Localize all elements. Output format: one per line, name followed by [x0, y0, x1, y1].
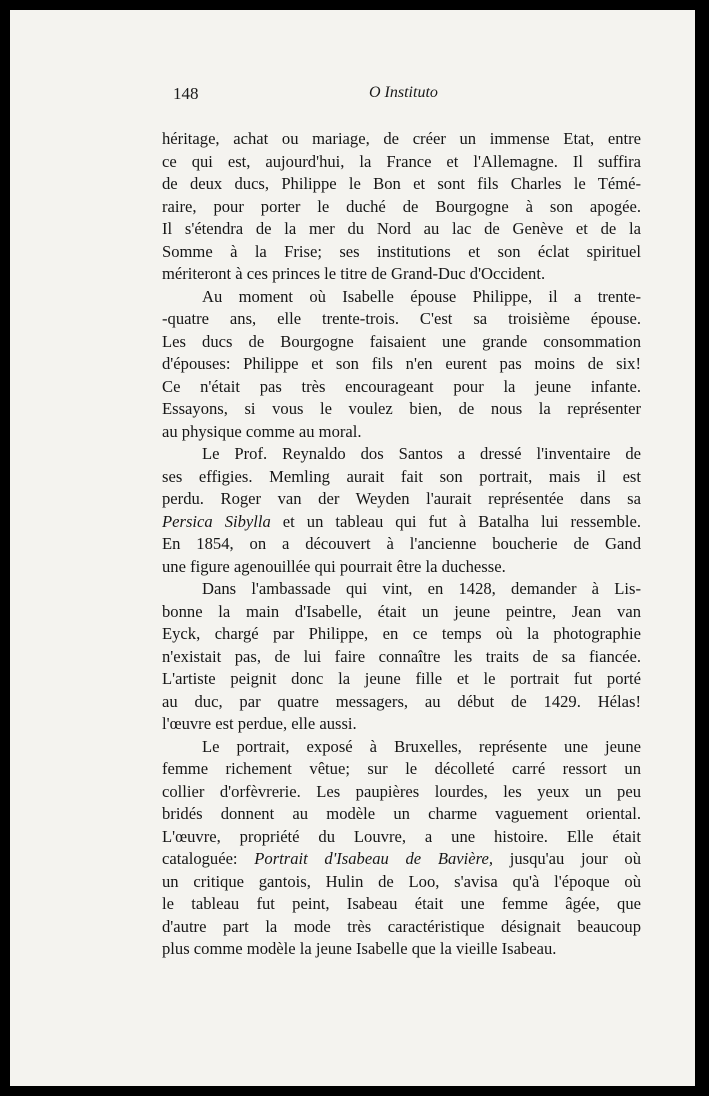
text-line: Les ducs de Bourgogne faisaient une grande consommation: [162, 331, 641, 351]
text-line-with-italic: [162, 848, 641, 871]
text-line: Le Prof. Reynaldo dos Santos a dressé l'inventaire de: [202, 444, 641, 463]
running-title: O Instituto: [369, 84, 438, 101]
text-line: Eyck, chargé par Philippe, en ce temps où la photographie: [162, 624, 641, 643]
text-line: raire, pour porter le duché de Bourgogne à son apogée.: [162, 196, 641, 216]
text-line: le tableau fut peint, Isabeau était une femme âgée, que: [162, 894, 641, 913]
text-line: -quatre ans, elle trente-trois. C'est sa troisième épouse.: [162, 309, 641, 328]
text-line: un critique gantois, Hulin de Loo, s'avisa qu'à l'époque où: [162, 871, 641, 891]
text-line: Le portrait, exposé à Bruxelles, représente une jeune: [202, 736, 641, 756]
italic-title-persica: Persica Sibylla: [162, 511, 271, 531]
text-line: perdu. Roger van der Weyden l'aurait représentée dans sa: [162, 489, 641, 508]
italic-title-portrait: Portrait d'Isabeau de Bavière,: [254, 849, 493, 868]
page-header: [173, 84, 648, 110]
text-line: ce qui est, aujourd'hui, la France et l'Allemagne. Il suffira: [162, 151, 641, 171]
body-text: [162, 128, 641, 961]
text-line: En 1854, on a découvert à l'ancienne boucherie de Gand: [162, 534, 641, 553]
text-line: Dans l'ambassade qui vint, en 1428, demander à Lis-: [202, 579, 641, 598]
text-line: au duc, par quatre messagers, au début de 1429. Hélas!: [162, 691, 641, 711]
text-line: bridés donnent au modèle un charme vaguement oriental.: [162, 804, 641, 823]
text-line-with-italic: [162, 511, 641, 534]
text-line: au physique comme au moral.: [162, 421, 362, 441]
text-line: L'artiste peignit donc la jeune fille et le portrait fut porté: [162, 669, 641, 688]
text-fragment: et un tableau qui fut à Batalha lui ressemble.: [282, 511, 641, 531]
text-line: Au moment où Isabelle épouse Philippe, il a trente-: [202, 286, 641, 306]
text-line: collier d'orfèvrerie. Les paupières lourdes, les yeux un peu: [162, 781, 641, 801]
text-line: bonne la main d'Isabelle, était un jeune peintre, Jean van: [162, 601, 641, 621]
text-line: Ce n'était pas très encourageant pour la jeune infante.: [162, 376, 641, 396]
text-line: d'épouses: Philippe et son fils n'en eurent pas moins de six!: [162, 354, 641, 373]
text-line: n'existait pas, de lui faire connaître les traits de sa fiancée.: [162, 646, 641, 666]
text-fragment: cataloguée:: [162, 849, 238, 868]
text-line: femme richement vêtue; sur le décolleté carré ressort un: [162, 759, 641, 778]
page-number: 148: [173, 84, 199, 103]
text-line: L'œuvre, propriété du Louvre, a une histoire. Elle était: [162, 826, 641, 846]
text-line: une figure agenouillée qui pourrait être la duchesse.: [162, 556, 506, 576]
text-line: l'œuvre est perdue, elle aussi.: [162, 714, 357, 733]
text-line: Somme à la Frise; ses institutions et son éclat spirituel: [162, 241, 641, 261]
text-line: Essayons, si vous le voulez bien, de nous la représenter: [162, 399, 641, 418]
text-line: de deux ducs, Philippe le Bon et sont fils Charles le Témé-: [162, 174, 641, 193]
text-fragment: jusqu'au jour où: [509, 849, 642, 868]
text-line: d'autre part la mode très caractéristique désignait beaucoup: [162, 916, 641, 936]
text-line: héritage, achat ou mariage, de créer un immense Etat, entre: [162, 129, 641, 148]
text-line: plus comme modèle la jeune Isabelle que la vieille Isabeau.: [162, 939, 557, 958]
text-line: Il s'étendra de la mer du Nord au lac de Genève et de la: [162, 219, 641, 238]
text-line: mériteront à ces princes le titre de Grand-Duc d'Occident.: [162, 264, 546, 283]
text-line: ses effigies. Memling aurait fait son portrait, mais il est: [162, 466, 641, 486]
